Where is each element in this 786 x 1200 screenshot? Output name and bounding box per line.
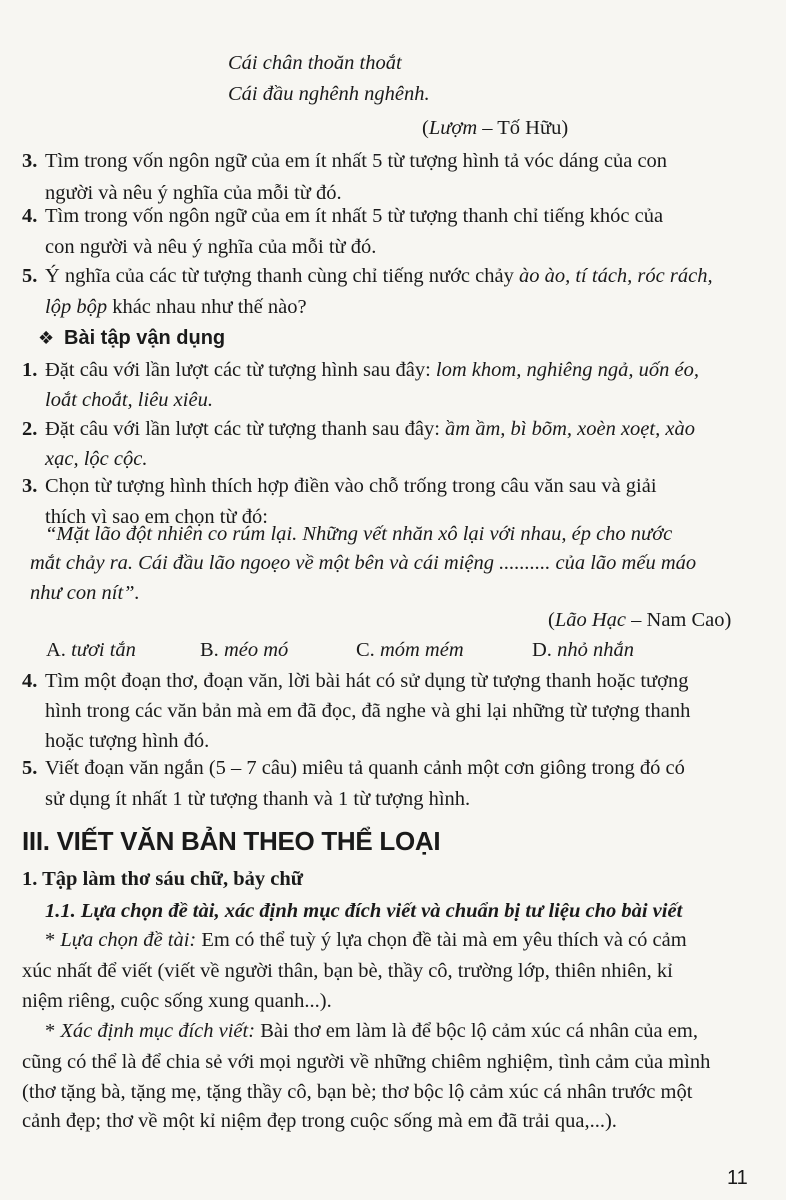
para-1-line-2: xúc nhất để viết (viết về người thân, bạn bè, thầy cô, trường lớp, thiên nhiên, kỉ <box>22 960 673 982</box>
option-a <box>46 639 136 662</box>
practice-3-quote-line-3: như con nít”. <box>30 582 140 604</box>
option-b-letter: B. <box>200 639 224 661</box>
practice-4-line-3: hoặc tượng hình đó. <box>45 730 210 752</box>
para-1-line-3: niệm riêng, cuộc sống xung quanh...). <box>22 990 332 1012</box>
para-2-star: * <box>45 1020 61 1042</box>
poem-line-2: Cái đầu nghênh nghênh. <box>228 83 430 105</box>
practice-2-text: Đặt câu với lần lượt các từ tượng thanh sau đây: <box>45 418 446 440</box>
poem-source-title: Lượm <box>428 117 478 139</box>
option-a-letter: A. <box>46 639 72 661</box>
exercise-4-line-2: con người và nêu ý nghĩa của mỗi từ đó. <box>45 236 377 258</box>
exercise-5-text: Ý nghĩa của các từ tượng thanh cùng chỉ tiếng nước chảy <box>45 265 519 287</box>
section-3-heading: III. VIẾT VĂN BẢN THEO THỂ LOẠI <box>22 826 441 856</box>
option-d-letter: D. <box>532 639 558 661</box>
option-a-text: tươi tắn <box>71 639 136 661</box>
practice-3-number: 3. <box>22 475 38 497</box>
option-c <box>356 639 464 662</box>
practice-3-line-1: Chọn từ tượng hình thích hợp điền vào chỗ trống trong câu văn sau và giải <box>45 475 657 497</box>
practice-heading: Bài tập vận dụng <box>64 327 226 349</box>
option-c-letter: C. <box>356 639 380 661</box>
practice-4-number: 4. <box>22 670 38 692</box>
option-c-text: móm mém <box>379 639 464 661</box>
para-2-text: Bài thơ em làm là để bộc lộ cảm xúc cá nhân của em, <box>255 1020 698 1042</box>
exercise-5-number: 5. <box>22 265 38 287</box>
practice-3-source-author: – Nam Cao) <box>626 609 732 631</box>
practice-5-number: 5. <box>22 757 38 779</box>
practice-1-text: Đặt câu với lần lượt các từ tượng hình sau đây: <box>45 359 436 381</box>
practice-4-line-1: Tìm một đoạn thơ, đoạn văn, lời bài hát có sử dụng từ tượng thanh hoặc tượng <box>45 670 689 692</box>
practice-2-words: ầm ầm, bì bõm, xoèn xoẹt, xào <box>445 418 695 440</box>
para-1-star: * <box>45 929 61 951</box>
para-2-label: Xác định mục đích viết: <box>60 1020 256 1042</box>
exercise-5-words: ào ào, tí tách, róc rách, <box>518 265 713 287</box>
para-2-line-1 <box>45 1020 698 1043</box>
poem-source-open: ( <box>422 117 429 139</box>
page-number: 11 <box>727 1167 748 1189</box>
option-d <box>532 639 634 662</box>
practice-3-source <box>548 609 731 632</box>
section-3-subheading-1: 1. Tập làm thơ sáu chữ, bảy chữ <box>22 868 304 890</box>
poem-source-author: – Tố Hữu) <box>477 117 569 139</box>
exercise-5-line-2 <box>45 296 307 319</box>
para-2-line-2: cũng có thể là để chia sẻ với mọi người về những chiêm nghiệm, tình cảm của mình <box>22 1051 711 1073</box>
diamond-bullet-icon: ❖ <box>38 328 55 348</box>
para-2-line-3: (thơ tặng bà, tặng mẹ, tặng thầy cô, bạn bè; thơ bộc lộ cảm xúc cá nhân trước một <box>22 1081 693 1103</box>
para-1-text: Em có thể tuỳ ý lựa chọn đề tài mà em yêu thích và có cảm <box>196 929 687 951</box>
para-2-line-4: cảnh đẹp; thơ về một kỉ niệm đẹp trong cuộc sống mà em đã trải qua,...). <box>22 1110 617 1132</box>
practice-1-number: 1. <box>22 359 38 381</box>
practice-3-source-title: Lão Hạc <box>554 609 627 631</box>
practice-4-line-2: hình trong các văn bản mà em đã đọc, đã nghe và ghi lại những từ tượng thanh <box>45 700 691 722</box>
option-b-text: méo mó <box>223 639 289 661</box>
exercise-3-line-2: người và nêu ý nghĩa của mỗi từ đó. <box>45 182 342 204</box>
practice-3-quote-line-1: “Mặt lão đột nhiên co rúm lại. Những vết nhăn xô lại với nhau, ép cho nước <box>45 523 673 545</box>
option-d-text: nhỏ nhắn <box>557 639 634 661</box>
exercise-3-number: 3. <box>22 150 38 172</box>
practice-3-quote-line-2: mắt chảy ra. Cái đầu lão ngoẹo về một bên và cái miệng .......... của lão mếu máo <box>30 552 697 574</box>
exercise-4-number: 4. <box>22 205 38 227</box>
poem-line-1: Cái chân thoăn thoắt <box>228 52 402 74</box>
practice-1-line-1 <box>45 359 699 382</box>
practice-5-line-2: sử dụng ít nhất 1 từ tượng thanh và 1 từ tượng hình. <box>45 788 471 810</box>
practice-3-source-open: ( <box>548 609 555 631</box>
exercise-5-word: lộp bộp <box>45 296 108 318</box>
exercise-5-text-2: khác nhau như thế nào? <box>107 296 307 318</box>
practice-2-line-2: xạc, lộc cộc. <box>45 448 148 470</box>
exercise-3-line-1: Tìm trong vốn ngôn ngữ của em ít nhất 5 từ tượng hình tả vóc dáng của con <box>45 150 668 172</box>
para-1-line-1 <box>45 929 687 952</box>
para-1-label: Lựa chọn đề tài: <box>60 929 197 951</box>
exercise-5-line-1 <box>45 265 713 288</box>
practice-1-line-2: loắt choắt, liêu xiêu. <box>45 389 213 411</box>
section-3-subheading-1-1: 1.1. Lựa chọn đề tài, xác định mục đích viết và chuẩn bị tư liệu cho bài viết <box>45 900 683 922</box>
option-b <box>200 639 288 662</box>
exercise-4-line-1: Tìm trong vốn ngôn ngữ của em ít nhất 5 từ tượng thanh chỉ tiếng khóc của <box>45 205 664 227</box>
practice-2-line-1 <box>45 418 695 441</box>
practice-2-number: 2. <box>22 418 38 440</box>
practice-1-words: lom khom, nghiêng ngả, uốn éo, <box>435 359 699 381</box>
practice-3-line-2: thích vì sao em chọn từ đó: <box>45 506 268 528</box>
poem-source <box>422 117 568 140</box>
practice-5-line-1: Viết đoạn văn ngắn (5 – 7 câu) miêu tả quanh cảnh một cơn giông trong đó có <box>45 757 685 779</box>
